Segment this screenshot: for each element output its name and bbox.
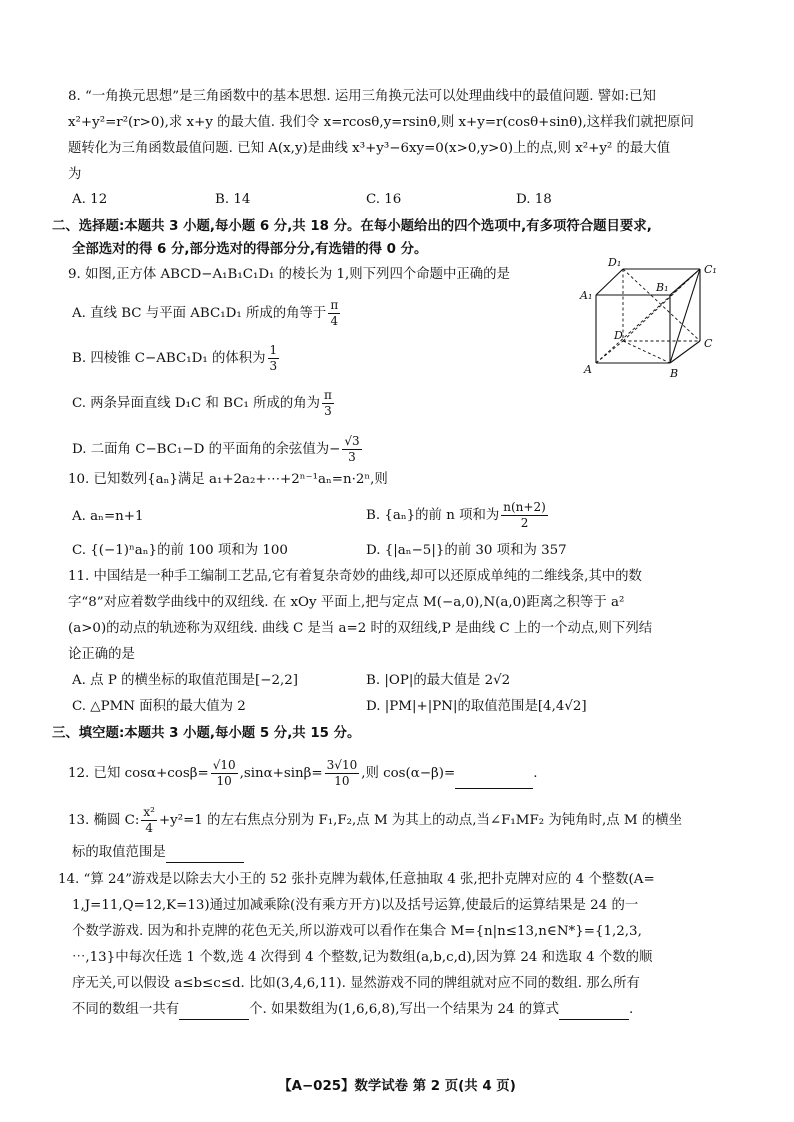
q10-option-b bbox=[366, 500, 550, 531]
q14-text-end: . bbox=[629, 1002, 634, 1017]
q11-line-1: 11. 中国结是一种手工编制工艺品,它有着复杂奇妙的曲线,却可以还原成单纯的二维线条,其中的数 bbox=[68, 569, 642, 584]
q14-line-1: 14. “算 24”游戏是以除去大小王的 52 张扑克牌为载体,任意抽取 4 张,把扑克牌对应的 4 个整数(A= bbox=[58, 872, 655, 887]
q11-line-4: 论正确的是 bbox=[68, 647, 135, 662]
q12-answer-blank[interactable] bbox=[455, 774, 533, 789]
section-2-instructions: 全部选对的得 6 分,部分选对的得部分分,有选错的得 0 分。 bbox=[72, 242, 428, 257]
q9-option-c bbox=[72, 388, 336, 419]
edge-bc bbox=[670, 341, 700, 363]
label-d: D bbox=[614, 329, 623, 342]
label-d1: D₁ bbox=[608, 256, 622, 269]
q8-option-d: D. 18 bbox=[516, 192, 552, 207]
q9-option-b bbox=[72, 343, 281, 374]
q14-line-5: 序无关,可以假设 a≤b≤c≤d. 比如(3,4,6,11). 显然游戏不同的牌组就对应不同的数组. 那么所有 bbox=[72, 976, 640, 991]
label-c: C bbox=[704, 337, 713, 350]
q11-line-2: 字“8”对应着数学曲线中的双纽线. 在 xOy 平面上,把与定点 M(−a,0),N(a,0)距离之积等于 a² bbox=[68, 595, 625, 610]
edge-a1d1 bbox=[596, 269, 623, 295]
q13-line-2 bbox=[72, 843, 244, 863]
label-a: A bbox=[584, 363, 592, 376]
q12-fraction-1: $\frac{√10}{10}$ bbox=[212, 758, 236, 788]
section-2-heading: 二、选择题:本题共 3 小题,每小题 6 分,共 18 分。在每小题给出的四个选项中,有多项符合题目要求, bbox=[52, 219, 652, 234]
q14-line-4: ⋯,13}中每次任选 1 个数,选 4 次得到 4 个整数,记为数组(a,b,c,d),因为算 24 和选取 4 个数的顺 bbox=[72, 950, 653, 965]
q9-option-d-text: D. 二面角 C−BC₁−D 的平面角的余弦值为 bbox=[72, 442, 330, 457]
section-3-heading: 三、填空题:本题共 3 小题,每小题 5 分,共 15 分。 bbox=[52, 726, 361, 741]
q12-text-3: ,则 cos(α−β)= bbox=[361, 766, 456, 781]
q14-line-6 bbox=[72, 1000, 633, 1020]
q14-line-3: 个数学游戏. 因为和扑克牌的花色无关,所以游戏可以看作在集合 M={n|n≤13,n∈N*}={1,2,3, bbox=[72, 924, 642, 939]
q13-answer-blank[interactable] bbox=[166, 848, 244, 863]
q11-option-b: B. |OP|的最大值是 2√2 bbox=[366, 673, 511, 688]
diagonal-db-hidden bbox=[623, 341, 670, 363]
q14-answer-blank-1[interactable] bbox=[179, 1005, 249, 1020]
q9-option-d-sign: − bbox=[329, 442, 341, 457]
q11-option-a: A. 点 P 的横坐标的取值范围是[−2,2] bbox=[72, 673, 298, 688]
label-c1: C₁ bbox=[704, 263, 717, 276]
q10-option-b-text: B. {aₙ}的前 n 项和为 bbox=[366, 508, 500, 523]
q8-line-3: 题转化为三角函数最值问题. 已知 A(x,y)是曲线 x³+y³−6xy=0(x>0,y>0)上的点,则 x²+y² 的最大值 bbox=[68, 141, 671, 156]
edge-ad-hidden bbox=[596, 341, 623, 363]
label-b1: B₁ bbox=[656, 281, 669, 294]
q13-line-1 bbox=[68, 805, 682, 836]
q10-option-a: A. aₙ=n+1 bbox=[72, 509, 144, 524]
q9-option-b-text: B. 四棱锥 C−ABC₁D₁ 的体积为 bbox=[72, 351, 266, 366]
q9-stem: 9. 如图,正方体 ABCD−A₁B₁C₁D₁ 的棱长为 1,则下列四个命题中正确的是 bbox=[68, 267, 510, 282]
q8-line-1: 8. “一角换元思想”是三角函数中的基本思想. 运用三角换元法可以处理曲线中的最值问题. 譬如:已知 bbox=[68, 89, 656, 104]
q13-text-3: 标的取值范围是 bbox=[72, 845, 166, 860]
page-footer: 【A−025】数学试卷 第 2 页(共 4 页) bbox=[278, 1079, 516, 1094]
q10-option-b-fraction: $\frac{n(n+2)}{2}$ bbox=[503, 500, 546, 530]
q9-option-a bbox=[72, 298, 342, 329]
q14-answer-blank-2[interactable] bbox=[559, 1005, 629, 1020]
q9-option-d bbox=[72, 434, 364, 465]
q9-option-c-text: C. 两条异面直线 D₁C 和 BC₁ 所成的角为 bbox=[72, 396, 321, 411]
q8-option-c: C. 16 bbox=[366, 192, 402, 207]
q14-text-1: 不同的数组一共有 bbox=[72, 1002, 180, 1017]
q14-text-2: 个. 如果数组为(1,6,6,8),写出一个结果为 24 的算式 bbox=[249, 1002, 559, 1017]
cube-figure bbox=[578, 255, 718, 383]
label-a1: A₁ bbox=[580, 289, 593, 302]
q14-line-2: 1,J=11,Q=12,K=13)通过加减乘除(没有乘方开方)以及括号运算,使最后的运算结果是 24 的一 bbox=[72, 898, 639, 913]
q11-line-3: (a>0)的动点的轨迹称为双纽线. 曲线 C 是当 a=2 时的双纽线,P 是曲线 C 上的一个动点,则下列结 bbox=[68, 621, 653, 636]
q10-option-c: C. {(−1)ⁿaₙ}的前 100 项和为 100 bbox=[72, 543, 288, 558]
q8-option-b: B. 14 bbox=[215, 192, 251, 207]
q9-option-a-fraction: $\frac{\pi}{4}$ bbox=[330, 298, 339, 328]
q8-line-2: x²+y²=r²(r>0),求 x+y 的最大值. 我们令 x=rcosθ,y=rsinθ,则 x+y=r(cosθ+sinθ),这样我们就把原问 bbox=[68, 115, 694, 130]
q12-line bbox=[68, 758, 538, 789]
q8-line-4: 为 bbox=[68, 167, 82, 182]
label-b: B bbox=[670, 367, 679, 380]
q9-option-b-fraction: $\frac{1}{3}$ bbox=[269, 343, 278, 373]
q8-option-a: A. 12 bbox=[72, 192, 108, 207]
q13-text-1: 13. 椭圆 C: bbox=[68, 813, 140, 828]
q10-option-d: D. {|aₙ−5|}的前 30 项和为 357 bbox=[366, 543, 567, 558]
q11-option-d: D. |PM|+|PN|的取值范围是[4,4√2] bbox=[366, 699, 587, 714]
q9-option-d-fraction: $\frac{√3}{3}$ bbox=[344, 434, 360, 464]
q9-option-c-fraction: $\frac{\pi}{3}$ bbox=[324, 388, 332, 418]
q10-stem: 10. 已知数列{aₙ}满足 a₁+2a₂+⋯+2ⁿ⁻¹aₙ=n·2ⁿ,则 bbox=[68, 472, 388, 487]
q13-text-2: +y²=1 的左右焦点分别为 F₁,F₂,点 M 为其上的动点,当∠F₁MF₂ 为钝角时,点 M 的横坐 bbox=[158, 813, 683, 828]
q12-text-2: ,sinα+sinβ= bbox=[239, 766, 323, 781]
q12-fraction-2: $\frac{3√10}{10}$ bbox=[326, 758, 358, 788]
q11-option-c: C. △PMN 面积的最大值为 2 bbox=[72, 699, 246, 714]
q13-fraction: $\frac{\text{x²}}{4}$ bbox=[143, 805, 155, 835]
q9-option-a-text: A. 直线 BC 与平面 ABC₁D₁ 所成的角等于 bbox=[72, 306, 327, 321]
q12-text-end: . bbox=[533, 766, 538, 781]
q12-text-1: 12. 已知 cosα+cosβ= bbox=[68, 766, 209, 781]
